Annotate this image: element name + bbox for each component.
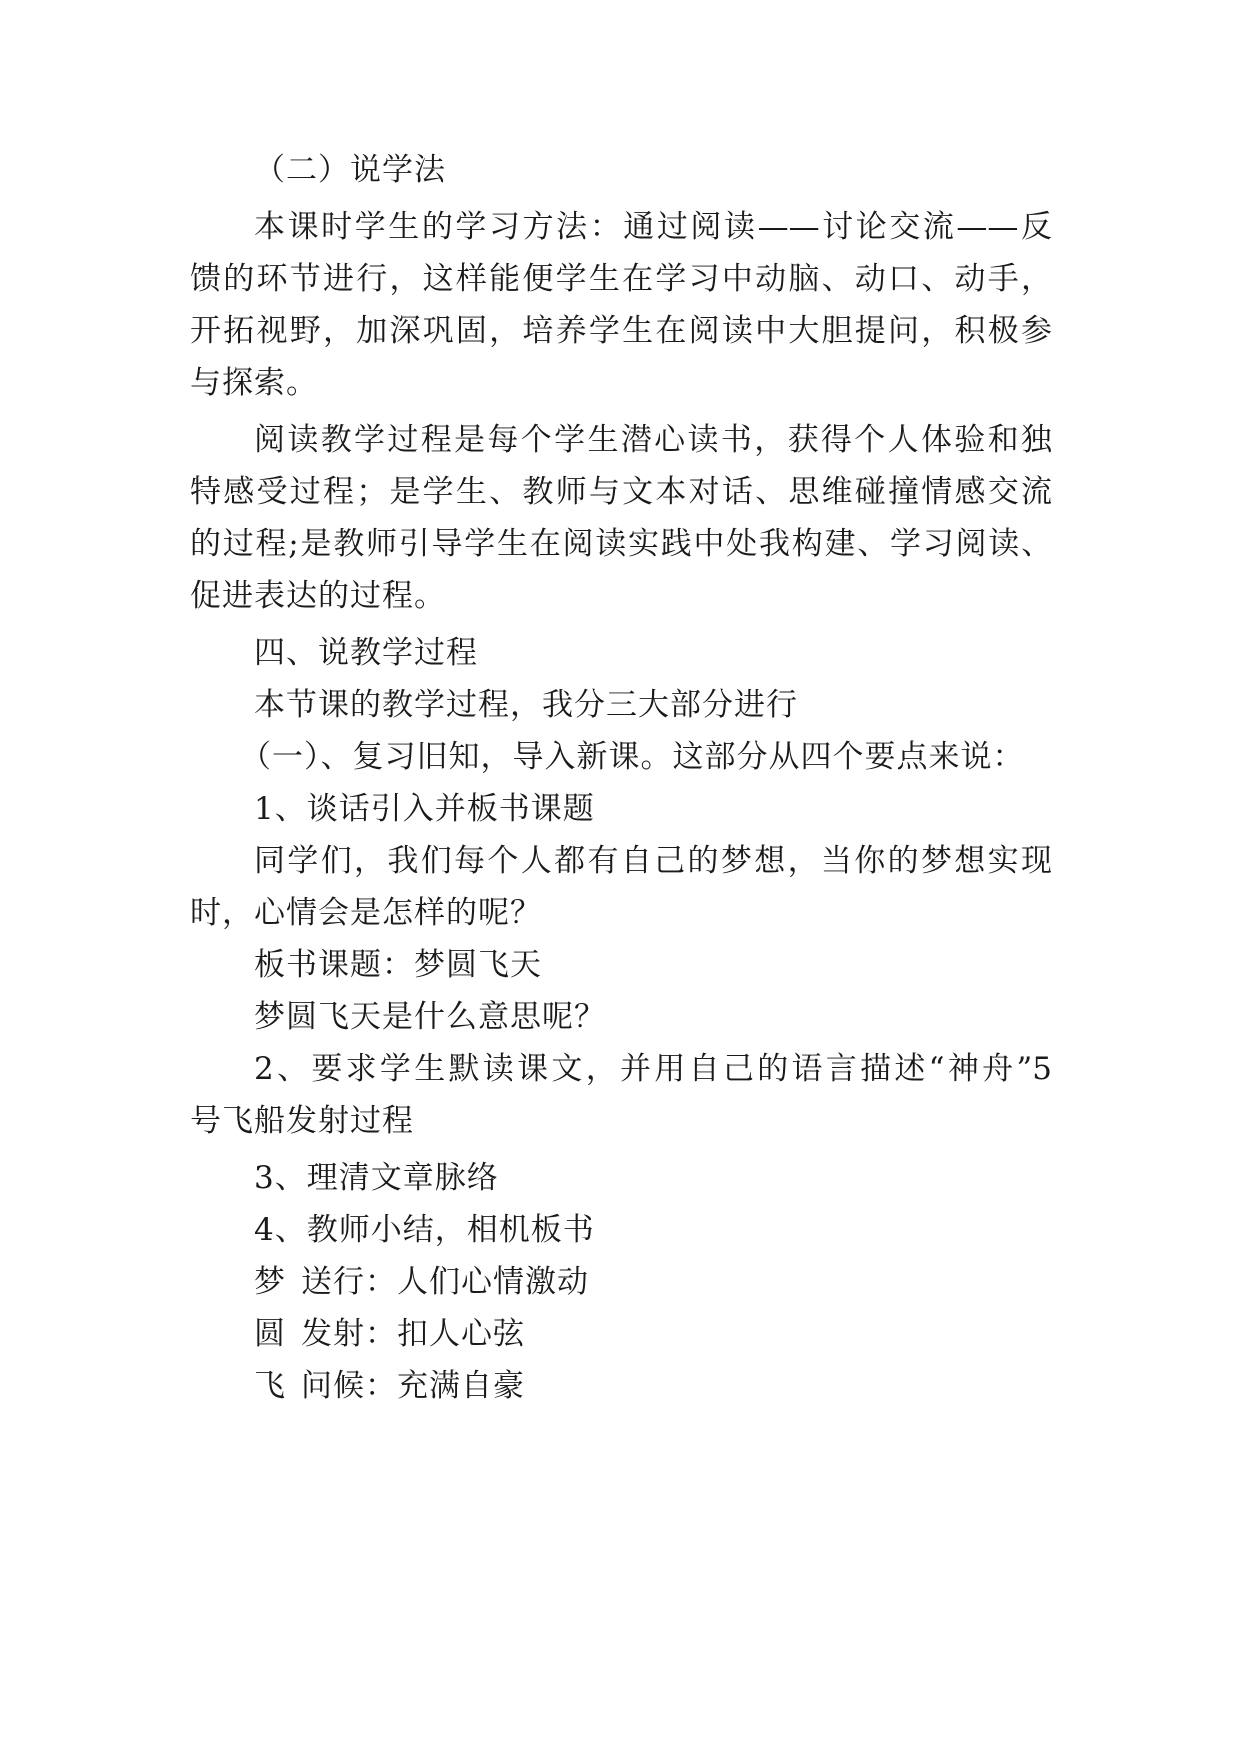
paragraph-line: 本节课的教学过程，我分三大部分进行 xyxy=(254,687,798,723)
list-item: 4、教师小结，相机板书 xyxy=(254,1212,595,1248)
paragraph-line: 板书课题：梦圆飞天 xyxy=(254,947,542,983)
board-char: 飞 xyxy=(254,1368,286,1404)
paragraph-line: 促进表达的过程。 xyxy=(190,578,446,614)
section-heading-teaching-process: 四、说教学过程 xyxy=(254,635,478,671)
paragraph-line: 与探索。 xyxy=(190,365,318,401)
board-text: 发射：扣人心弦 xyxy=(301,1316,525,1352)
paragraph-line: 梦圆飞天是什么意思呢？ xyxy=(254,999,606,1035)
list-item: 2、要求学生默读课文，并用自己的语言描述“神舟”5 xyxy=(254,1051,1052,1087)
board-line xyxy=(254,1262,589,1302)
board-text: 送行：人们心情激动 xyxy=(301,1264,589,1300)
paragraph-line: 号飞船发射过程 xyxy=(190,1103,414,1139)
paragraph-line: 开拓视野，加深巩固，培养学生在阅读中大胆提问，积极参 xyxy=(190,313,1052,349)
subsection-heading: （一）、复习旧知，导入新课。这部分从四个要点来说： xyxy=(240,739,1025,775)
board-line xyxy=(254,1366,525,1406)
board-char: 圆 xyxy=(254,1316,286,1352)
paragraph-line: 的过程;是教师引导学生在阅读实践中处我构建、学习阅读、 xyxy=(190,526,1052,562)
list-item: 1、谈话引入并板书课题 xyxy=(254,791,595,827)
board-line xyxy=(254,1314,525,1354)
paragraph-line: 时，心情会是怎样的呢？ xyxy=(190,895,542,931)
list-item: 3、理清文章脉络 xyxy=(254,1160,499,1196)
section-heading-study-method: （二）说学法 xyxy=(254,152,446,188)
paragraph-line: 馈的环节进行，这样能便学生在学习中动脑、动口、动手， xyxy=(190,261,1052,297)
paragraph-line: 阅读教学过程是每个学生潜心读书，获得个人体验和独 xyxy=(254,422,1052,458)
board-char: 梦 xyxy=(254,1264,286,1300)
board-text: 问候：充满自豪 xyxy=(301,1368,525,1404)
paragraph-line: 本课时学生的学习方法：通过阅读——讨论交流——反 xyxy=(254,209,1052,245)
paragraph-line: 同学们，我们每个人都有自己的梦想，当你的梦想实现 xyxy=(254,843,1052,879)
paragraph-line: 特感受过程；是学生、教师与文本对话、思维碰撞情感交流 xyxy=(190,474,1052,510)
